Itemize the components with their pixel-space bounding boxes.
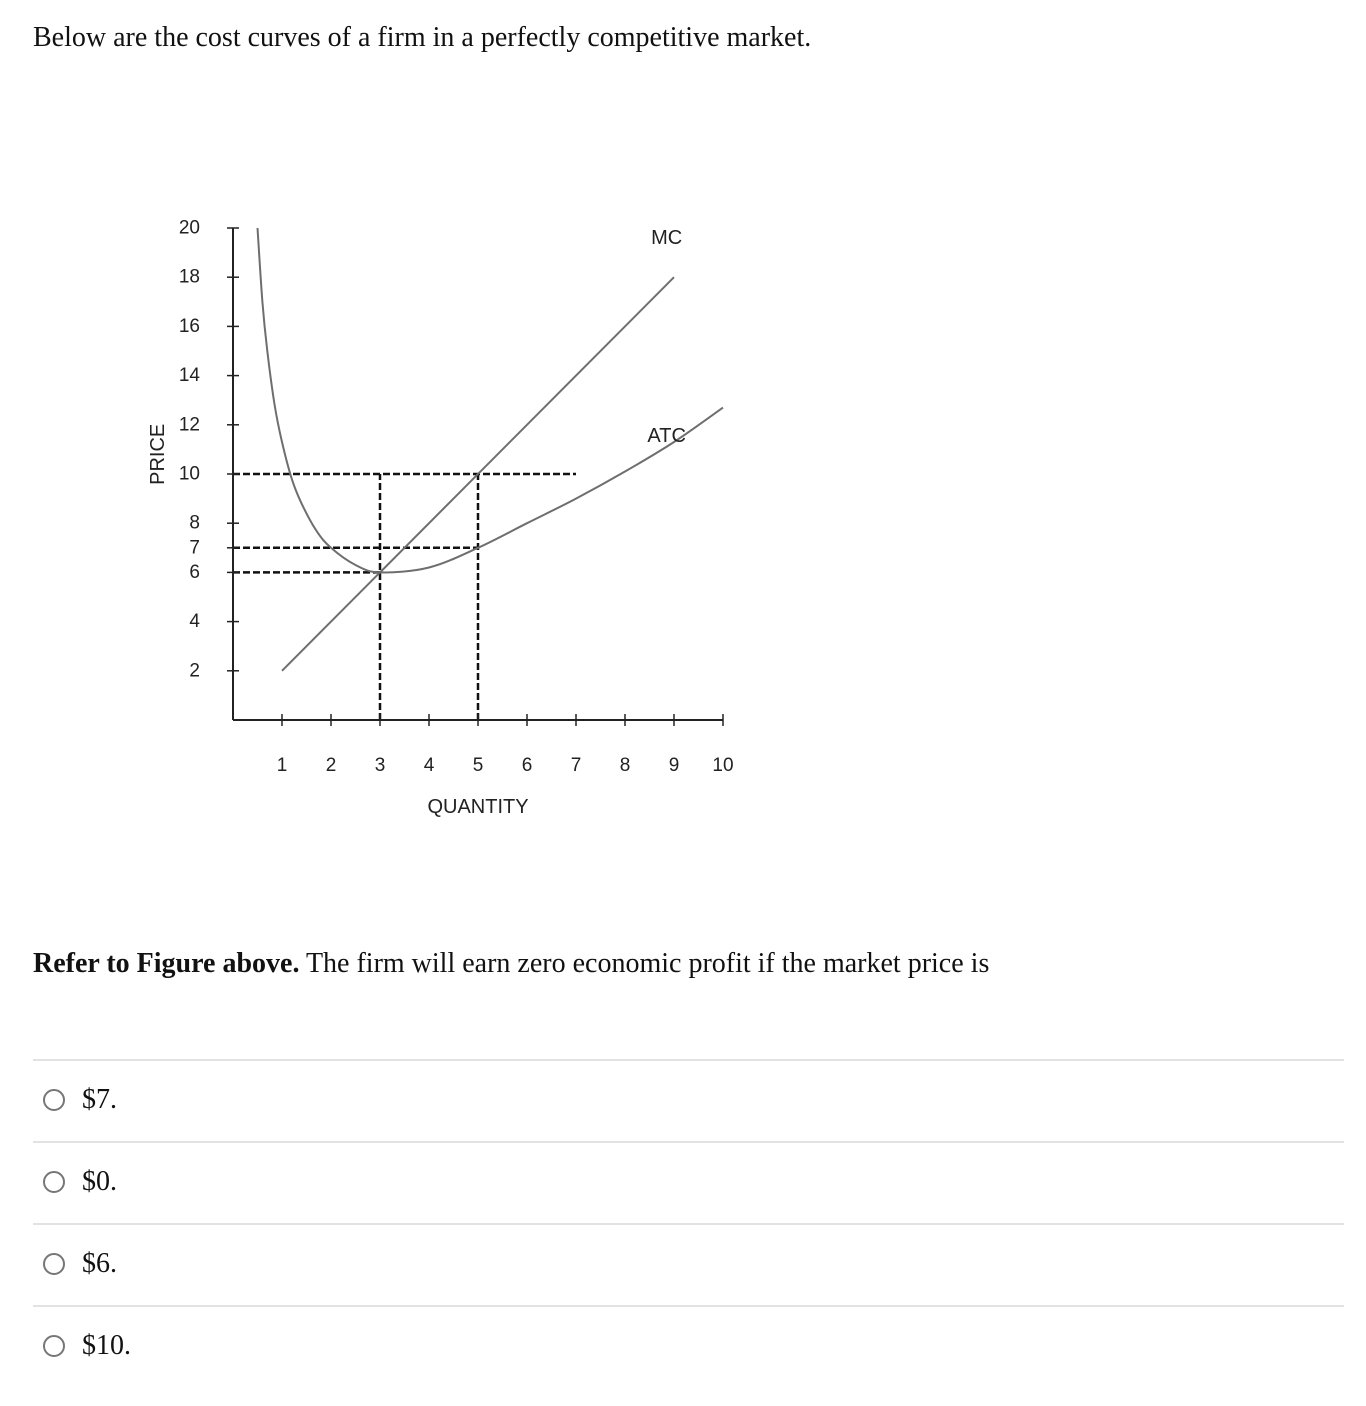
curve-mc (282, 277, 674, 671)
option-3[interactable] (33, 1223, 1344, 1305)
mc-label: MC (651, 226, 683, 249)
question-text (33, 946, 989, 982)
y-tick-label: 10 (178, 463, 200, 485)
y-axis-label: PRICE (147, 423, 169, 485)
y-tick-label: 12 (178, 414, 200, 436)
x-tick-label: 8 (619, 755, 631, 776)
radio-button[interactable] (43, 1171, 65, 1193)
y-tick-label: 20 (178, 217, 200, 239)
x-tick-label: 6 (521, 755, 533, 776)
x-tick-label: 2 (325, 755, 337, 776)
option-label: $6. (82, 1248, 117, 1279)
x-tick-label: 3 (374, 755, 386, 776)
answer-options (33, 1059, 1344, 1387)
y-tick-label: 4 (189, 611, 200, 633)
x-tick-label: 10 (712, 755, 734, 776)
intro-text: Below are the cost curves of a firm in a perfectly competitive market. (33, 22, 812, 53)
y-tick-label: 16 (178, 315, 200, 337)
x-tick-label: 1 (276, 755, 288, 776)
atc-label: ATC (647, 424, 686, 447)
y-tick-label: 14 (178, 365, 200, 387)
radio-button[interactable] (43, 1253, 65, 1275)
x-tick-label: 4 (423, 755, 435, 776)
option-2[interactable] (33, 1141, 1344, 1223)
y-tick-label: 18 (178, 266, 200, 288)
x-tick-label: 9 (668, 755, 680, 776)
option-label: $0. (82, 1166, 117, 1197)
radio-button[interactable] (43, 1335, 65, 1357)
x-tick-label: 5 (472, 755, 484, 776)
option-label: $10. (82, 1330, 131, 1361)
y-tick-label: 2 (189, 660, 200, 682)
curve-atc (258, 228, 724, 572)
question-prefix: Refer to Figure above. (33, 948, 300, 979)
option-1[interactable] (33, 1059, 1344, 1141)
option-4[interactable] (33, 1305, 1344, 1387)
y-tick-label: 7 (189, 537, 200, 559)
radio-button[interactable] (43, 1089, 65, 1111)
y-tick-label: 6 (189, 561, 200, 583)
x-tick-label: 7 (570, 755, 582, 776)
x-axis-label: QUANTITY (427, 796, 529, 818)
question-body: The firm will earn zero economic profit if the market price is (299, 948, 990, 979)
option-label: $7. (82, 1084, 117, 1115)
y-tick-label: 8 (189, 512, 200, 534)
